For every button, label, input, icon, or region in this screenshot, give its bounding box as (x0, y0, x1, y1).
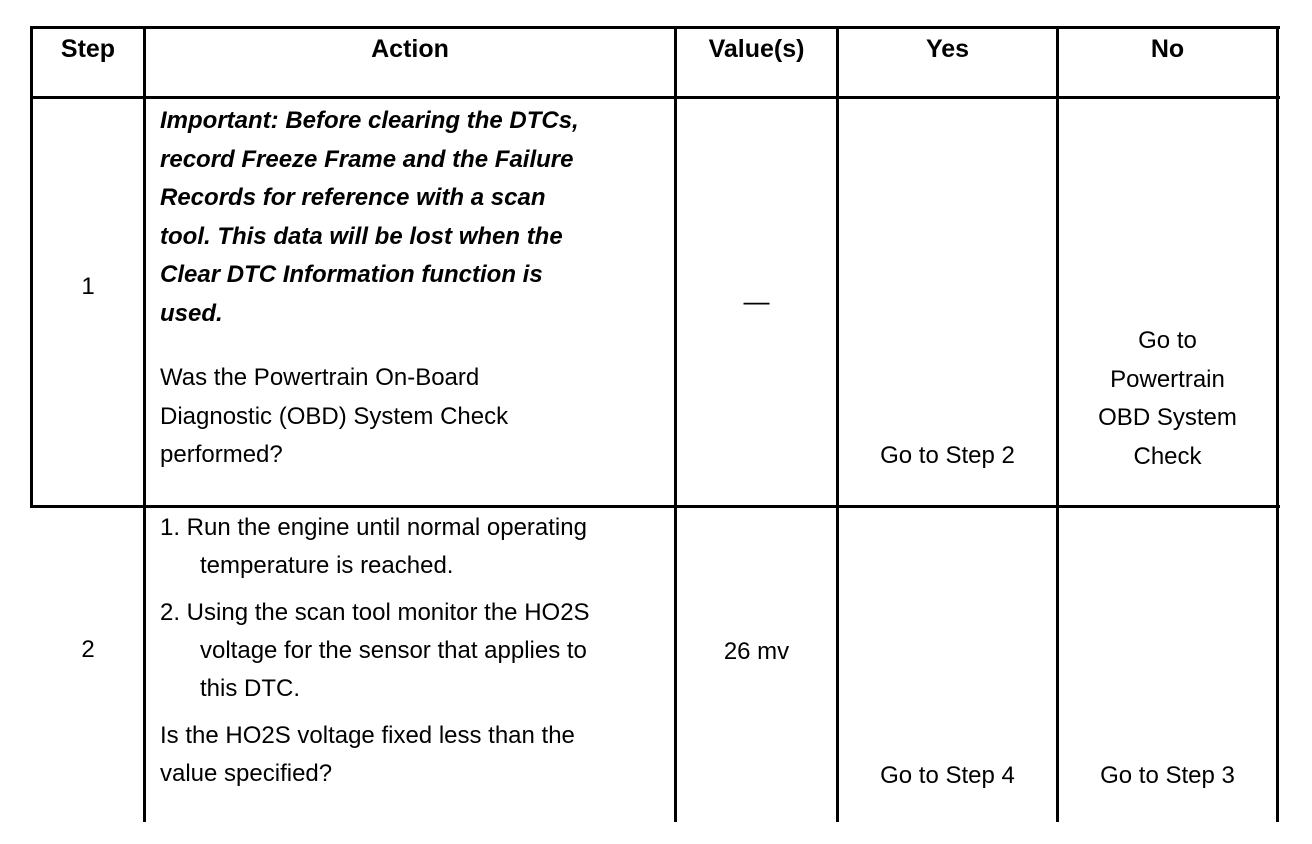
col-line-step-action (143, 26, 146, 822)
header-yes: Yes (925, 35, 970, 63)
row2-item2-line2: voltage for the sensor that applies to (200, 637, 587, 664)
col-line-right (1276, 26, 1279, 822)
row1-question-line1: Was the Powertrain On-Board (160, 364, 480, 391)
row1-value: — (743, 286, 770, 316)
row2-step: 2 (81, 636, 95, 663)
col-line-action-value (674, 26, 677, 822)
row1-question-line3: performed? (160, 441, 283, 468)
row1-important-line4: tool. This data will be lost when the (160, 222, 563, 250)
row1-question-line2: Diagnostic (OBD) System Check (160, 402, 509, 430)
row2-item1-line1: 1. Run the engine until normal operating (160, 514, 587, 541)
col-line-value-yes (836, 26, 839, 822)
row1-important-line1: Important: Before clearing the DTCs, (160, 107, 579, 134)
header-step: Step (60, 35, 116, 63)
row1-important-line6: used. (160, 299, 223, 327)
col-line-left (30, 26, 33, 508)
row1-no-line2: Powertrain (1110, 365, 1225, 393)
row1-important-line3: Records for reference with a scan (160, 184, 546, 211)
row2-item1-line2: temperature is reached. (200, 552, 454, 579)
row1-no-line4: Check (1133, 442, 1202, 470)
row1-no-line3: OBD System (1098, 404, 1237, 431)
row2-yes: Go to Step 4 (880, 762, 1015, 789)
row2-item2-line1: 2. Using the scan tool monitor the HO2S (160, 599, 590, 626)
row1-important-line2: record Freeze Frame and the Failure (160, 145, 574, 173)
row1-important-line5: Clear DTC Information function is (160, 261, 543, 288)
table-border-top (30, 26, 1280, 29)
row-divider (30, 505, 1280, 508)
header-action: Action (371, 35, 449, 63)
header-divider (30, 96, 1280, 99)
row1-step: 1 (81, 273, 95, 300)
row2-no: Go to Step 3 (1100, 762, 1235, 789)
row1-yes: Go to Step 2 (880, 442, 1015, 469)
row2-item2-line3: this DTC. (200, 675, 301, 702)
header-values: Value(s) (708, 35, 805, 63)
header-no: No (1150, 35, 1185, 63)
row1-no-line1: Go to (1138, 327, 1197, 354)
row2-question-line2: value specified? (160, 760, 333, 787)
row2-value: 26 mv (723, 638, 790, 665)
row2-question-line1: Is the HO2S voltage fixed less than the (160, 722, 575, 749)
